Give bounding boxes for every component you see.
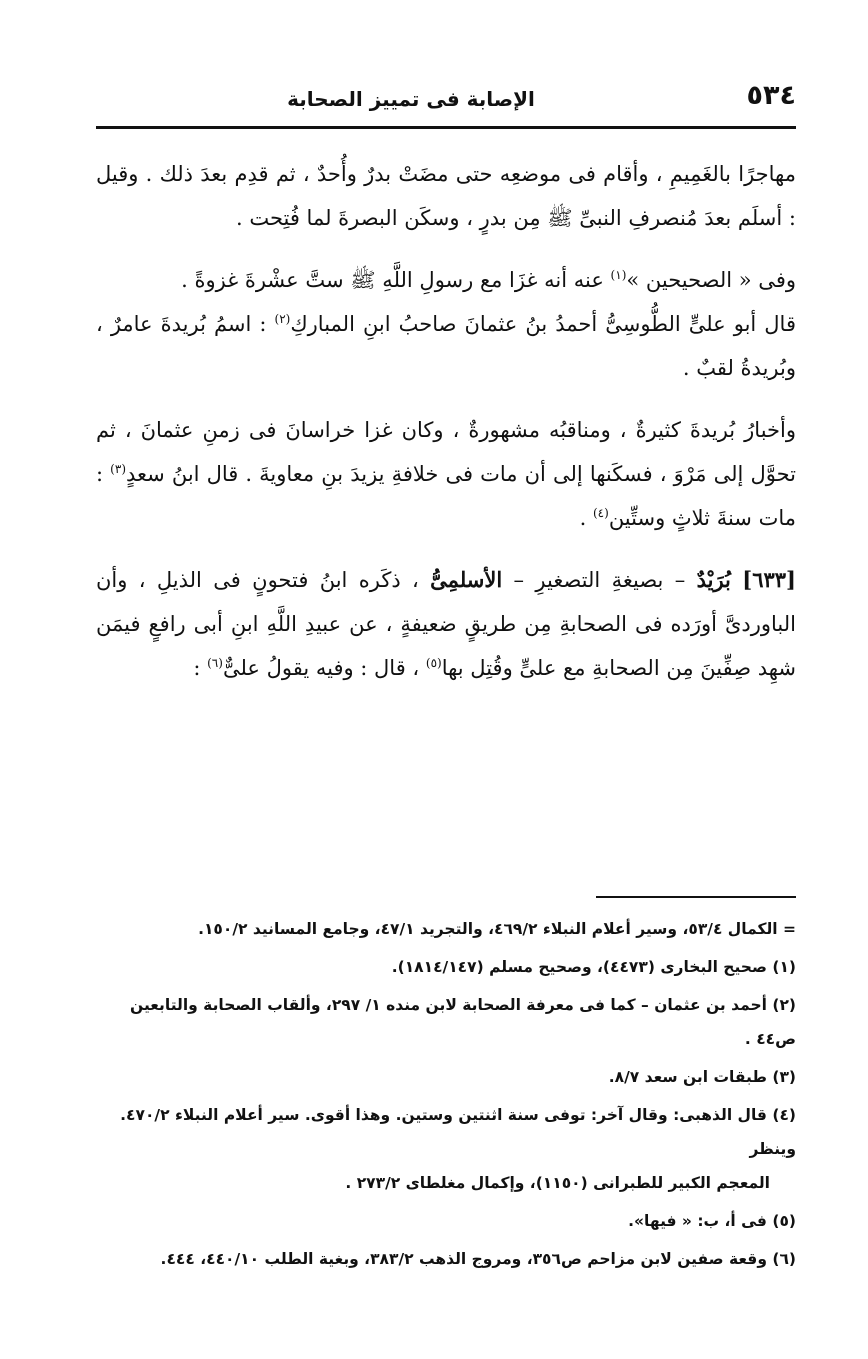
- paragraph-text: : اسمُ بُريدةَ عامرٌ ، وبُريدةُ لقبٌ .: [96, 312, 796, 380]
- page-number: ٥٣٤: [746, 80, 796, 111]
- paragraph-text: : مات سنةَ ثلاثٍ وستِّين: [96, 462, 796, 530]
- paragraph-text: .: [579, 506, 593, 530]
- paragraph: [96, 258, 796, 302]
- paragraph: [96, 152, 796, 240]
- footnote-3: (٣) طبقات ابن سعد ٨/٧.: [608, 1068, 796, 1086]
- footnote-ref[interactable]: (٣): [110, 462, 126, 476]
- footnote-1: (١) صحيح البخارى (٤٤٧٣)، وصحيح مسلم (١٨١٤/١٤٧).: [391, 958, 796, 976]
- footnote-continuation: = الكمال ٥٣/٤، وسير أعلام النبلاء ٤٦٩/٢، والتجريد ٤٧/١، وجامع المسانيد ١٥٠/٢.: [198, 920, 796, 938]
- footnote-2: (٢) أحمد بن عثمان – كما فى معرفة الصحابة لابن منده ١/ ٢٩٧، وألقاب الصحابة والتابعين ص٤٤ .: [130, 996, 796, 1048]
- footnote-6: (٦) وقعة صفين لابن مزاحم ص٣٥٦، ومروج الذهب ٣٨٣/٢، وبغية الطلب ٤٤٠/١٠، ٤٤٤.: [160, 1250, 796, 1268]
- entry-number: [٦٣٣]: [742, 567, 796, 592]
- paragraph-text: ، قال : وفيه يقولُ علىٌّ: [222, 656, 426, 680]
- paragraph: [96, 408, 796, 540]
- page-header: [96, 78, 796, 118]
- paragraph-text: قال أبو علىٍّ الطُّوسِىُّ أحمدُ بنُ عثمانَ صاحبُ ابنِ المباركِ: [290, 312, 796, 336]
- footnote-ref[interactable]: (٢): [274, 312, 291, 326]
- footnote-4-text: (٤) قال الذهبى: وقال آخر: توفى سنة اثنتين وستين. وهذا أقوى. سير أعلام النبلاء ٤٧٠/٢. وينظر: [120, 1106, 796, 1158]
- paragraph-text: وأخبارُ بُريدةَ كثيرةٌ ، ومناقبُه مشهورةٌ ، وكان غزا خراسانَ فى زمنِ عثمانَ ، ثم تحوَّل إلى مَرْوَ ، فسكَنها إلى أن مات فى خلافةِ يزيدَ بنِ معاويةَ . قال ابنُ سعدٍ: [96, 418, 796, 486]
- paragraph-text: – بصيغةِ التصغيرِ –: [502, 568, 697, 592]
- footnote-ref[interactable]: (١): [610, 268, 627, 282]
- main-text: [96, 152, 796, 708]
- paragraph-text: عنه أنه غزَا مع رسولِ اللَّهِ ﷺ ستَّ عشْرةَ غزوةً .: [181, 268, 611, 292]
- footnote-separator: [596, 896, 796, 898]
- entry-nisba: الأسلمِىُّ: [430, 567, 503, 592]
- footnote-5: (٥) فى أ، ب: « فيها».: [628, 1212, 796, 1230]
- entry-paragraph: [96, 558, 796, 690]
- entry-name: بُرَيْدٌ: [696, 567, 731, 592]
- paragraph-text: وفى « الصحيحين »: [626, 268, 796, 292]
- footnote-4-continuation: المعجم الكبير للطبرانى (١١٥٠)، وإكمال مغلطاى ٢٧٣/٢ .: [345, 1174, 770, 1192]
- paragraph-text: :: [193, 656, 208, 680]
- footnote-ref[interactable]: (٤): [592, 506, 609, 520]
- paragraph: [96, 302, 796, 390]
- footnote-ref[interactable]: (٦): [207, 656, 223, 670]
- footnote-4: [96, 1098, 796, 1166]
- footnotes: [96, 912, 796, 1280]
- header-rule: [96, 126, 796, 129]
- paragraph-text: مهاجرًا بالغَمِيمِ ، وأقام فى موضعِه حتى مضَتْ بدرٌ وأُحدٌ ، ثم قدِم بعدَ ذلك . وقيل : أسلَم بعدَ مُنصرفِ النبىِّ ﷺ مِن بدرٍ ، وسكَن البصرةَ لما فُتِحت .: [96, 162, 796, 230]
- running-title: الإصابة فى تمييز الصحابة: [287, 87, 535, 111]
- footnote-ref[interactable]: (٥): [425, 656, 442, 670]
- paragraph-text: ، ذكَره ابنُ فتحونٍ فى الذيلِ ، وأن الباوردىَّ أورَده فى الصحابةِ مِن طريقٍ ضعيفةٍ ، عن عبيدِ اللَّهِ ابنِ أبى رافعٍ فيمَن شهِد صِفِّينَ مِن الصحابةِ مع علىٍّ وقُتِل بها: [96, 568, 796, 680]
